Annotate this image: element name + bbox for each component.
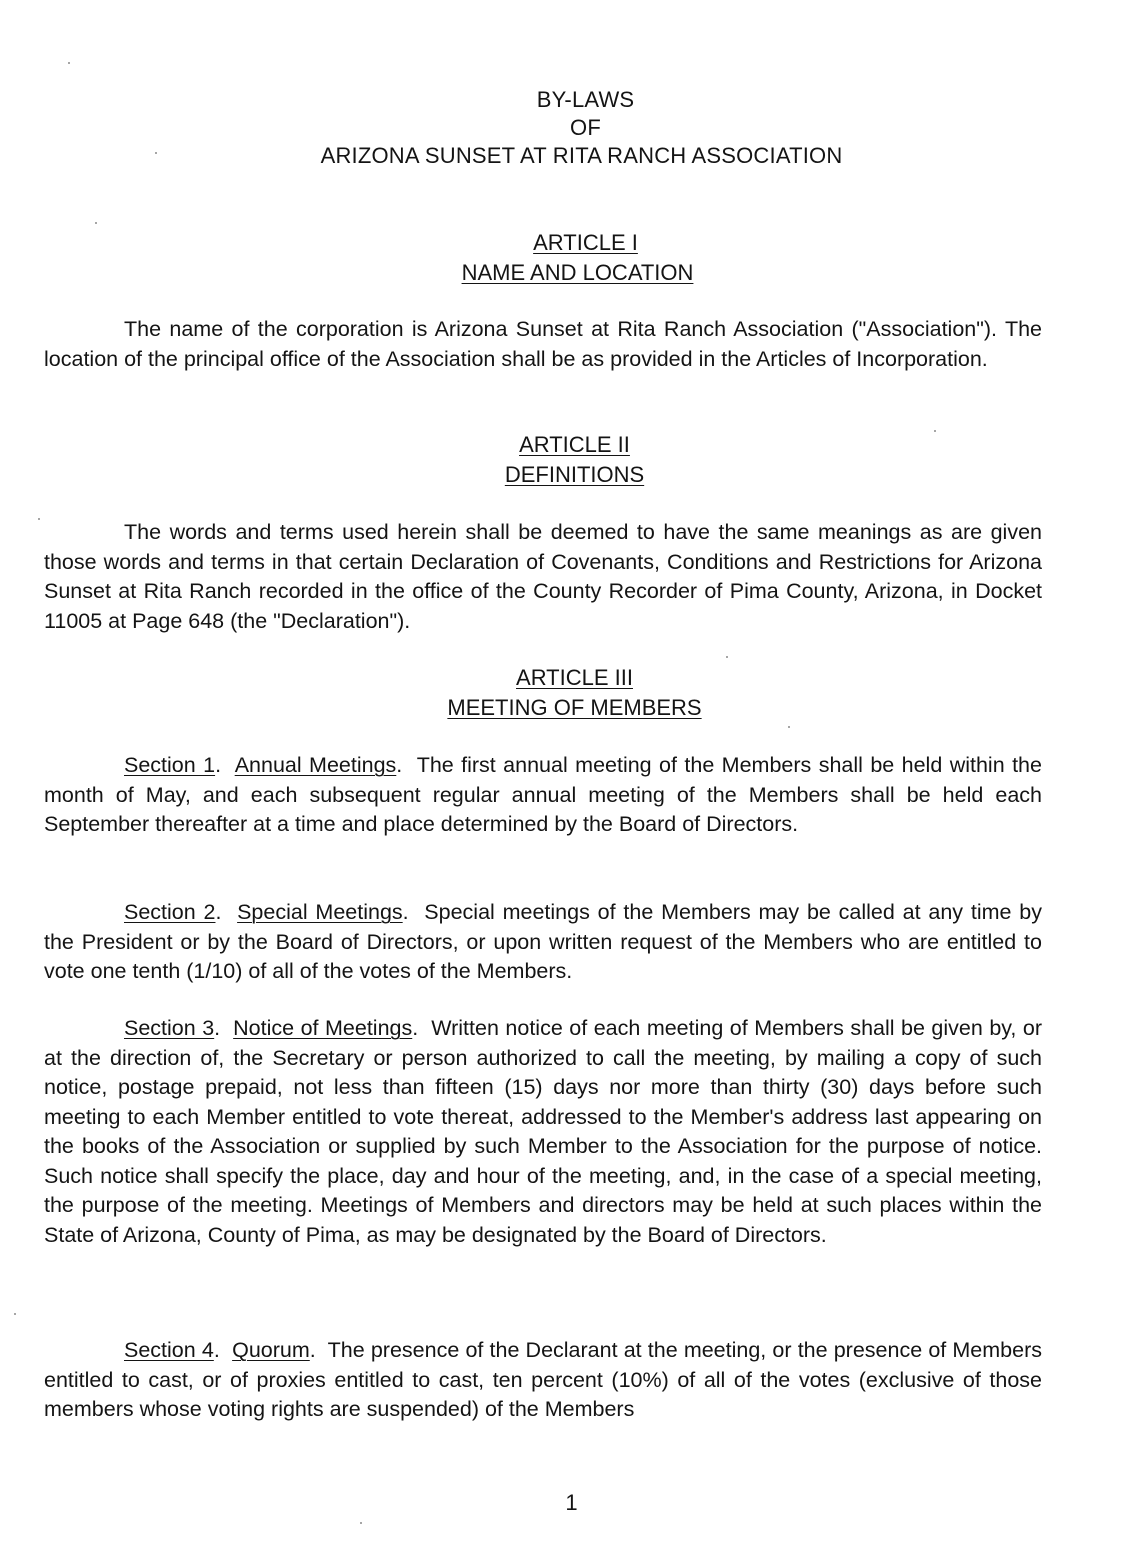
section-3-body: Written notice of each meeting of Members shall be given by, or at the direction of, the Secretary or person authorized to call the meeting, by mailing a copy of such notice, postage prepaid, not less than fifteen (15) days nor more than thirty (30) days before such meeting to each Member entitled to vote thereat, addressed to the Member's address last appearing on the books of the Association or supplied by such Member to the Association for the purpose of notice. Such notice shall specify the place, day and hour of the meeting, and, in the case of a special meeting, the purpose of the meeting. Meetings of Members and directors may be held at such places within the State of Arizona, County of Pima, as may be designated by the Board of Directors. xyxy=(44,1016,1043,1247)
article-1-heading xyxy=(0,228,1133,288)
article-1-title: NAME AND LOCATION xyxy=(461,260,694,285)
article-2-body: The words and terms used herein shall be deemed to have the same meanings as are given those words and terms in that certain Declaration of Covenants, Conditions and Restrictions for Arizona Sunset at Rita Ranch recorded in the office of the County Recorder of Pima County, Arizona, in Docket 11005 at Page 648 (the "Declaration"). xyxy=(44,520,1042,633)
title-line-bylaws: BY-LAWS xyxy=(536,87,635,112)
section-1-body: The first annual meeting of the Members shall be held within the month of May, and each subsequent regular annual meeting of the Members shall be held each September thereafter at a time and place determined by the Board of Directors. xyxy=(44,753,1042,836)
title-line-of: OF xyxy=(570,115,601,140)
section-3-paragraph: Section 3. Notice of Meetings. Written notice of each meeting of Members shall be given by, or at the direction of, the Secretary or person authorized to call the meeting, by mailing a copy of such notice, postage prepaid, not less than fifteen (15) days nor more than thirty (30) days before such meeting to each Member entitled to vote thereat, addressed to the Member's address last appearing on the books of the Association or supplied by such Member to the Association for the purpose of notice. Such notice shall specify the place, day and hour of the meeting, and, in the case of a special meeting, the purpose of the meeting. Meetings of Members and directors may be held at such places within the State of Arizona, County of Pima, as may be designated by the Board of Directors. xyxy=(44,1016,1043,1247)
document-title xyxy=(0,86,1133,170)
title-line-association: ARIZONA SUNSET AT RITA RANCH ASSOCIATION xyxy=(320,143,843,168)
section-4-number: Section 4 xyxy=(124,1338,214,1362)
article-3-number: ARTICLE III xyxy=(516,665,633,690)
section-2-body: Special meetings of the Members may be called at any time by the President or by the Board of Directors, or upon written request of the Members who are entitled to vote one tenth (1/10) of all of the votes of the Members. xyxy=(44,900,1043,983)
scan-speck xyxy=(14,1313,16,1315)
section-1-number: Section 1 xyxy=(124,753,216,777)
scan-speck xyxy=(68,62,70,64)
scan-speck xyxy=(155,152,157,154)
article-1-body: The name of the corporation is Arizona Sunset at Rita Ranch Association ("Association"). The location of the principal office of the Association shall be as provided in the Articles of Incorporation. xyxy=(44,317,1042,371)
scan-speck xyxy=(360,1522,362,1524)
scan-speck xyxy=(726,656,728,658)
scan-speck xyxy=(38,518,40,520)
scan-speck xyxy=(95,222,97,224)
section-4-title: Quorum xyxy=(232,1338,310,1362)
section-2-title: Special Meetings xyxy=(237,900,403,924)
scan-speck xyxy=(934,430,936,432)
article-3-heading xyxy=(0,663,1133,723)
section-3-title: Notice of Meetings xyxy=(233,1016,413,1040)
section-4-body: The presence of the Declarant at the meeting, or the presence of Members entitled to cast, or of proxies entitled to cast, ten percent (10%) of all of the votes (exclusive of those members whose voting rights are suspended) of the Members xyxy=(44,1338,1042,1421)
article-1-paragraph xyxy=(44,315,1042,374)
article-2-number: ARTICLE II xyxy=(519,432,630,457)
section-2-number: Section 2 xyxy=(124,900,216,924)
section-4-paragraph: Section 4. Quorum. The presence of the Declarant at the meeting, or the presence of Members entitled to cast, or of proxies entitled to cast, ten percent (10%) of all of the votes (exclusive of those members whose voting rights are suspended) of the Members xyxy=(44,1338,1042,1421)
article-2-title: DEFINITIONS xyxy=(504,462,645,487)
article-2-heading xyxy=(0,430,1133,490)
page-number: 1 xyxy=(565,1490,578,1515)
article-3-title: MEETING OF MEMBERS xyxy=(447,695,702,720)
section-1-paragraph: Section 1. Annual Meetings. The first annual meeting of the Members shall be held within the month of May, and each subsequent regular annual meeting of the Members shall be held each September thereafter at a time and place determined by the Board of Directors. xyxy=(44,753,1042,836)
section-1-title: Annual Meetings xyxy=(234,753,397,777)
scan-speck xyxy=(788,726,790,728)
section-3-number: Section 3 xyxy=(124,1016,215,1040)
section-2-paragraph: Section 2. Special Meetings. Special meetings of the Members may be called at any time by the President or by the Board of Directors, or upon written request of the Members who are entitled to vote one tenth (1/10) of all of the votes of the Members. xyxy=(44,900,1043,983)
article-2-paragraph xyxy=(44,518,1042,636)
article-1-number: ARTICLE I xyxy=(533,230,638,255)
